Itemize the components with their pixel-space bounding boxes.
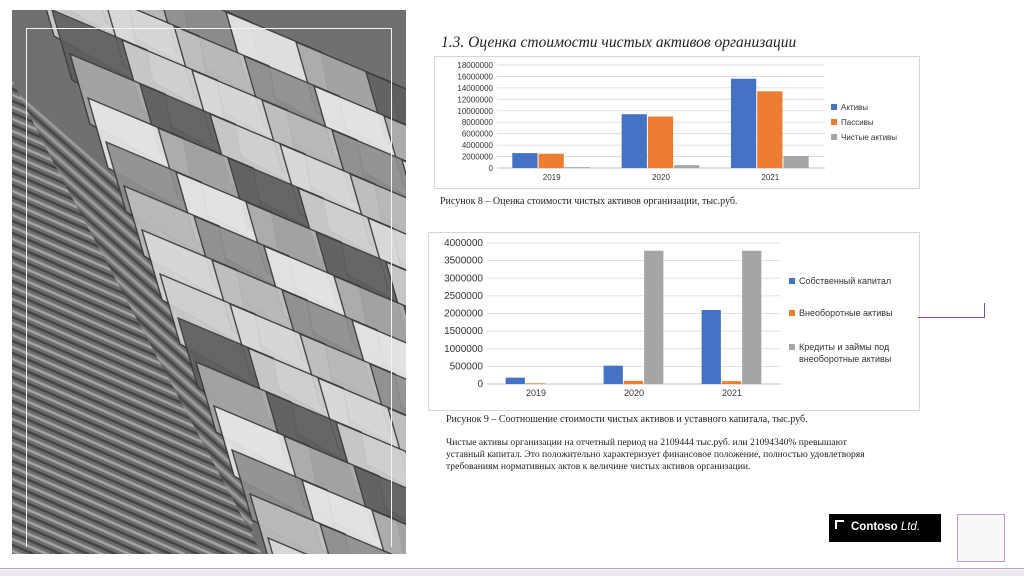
logo-text (851, 521, 920, 533)
x-tick-label: 2020 (623, 388, 645, 398)
y-tick-label: 0 (488, 164, 493, 173)
y-tick-label: 4000000 (444, 238, 483, 249)
bar (702, 310, 721, 384)
bar (512, 153, 537, 168)
legend-label: Собственный капитал (799, 276, 892, 286)
logo-corner-icon (835, 520, 844, 529)
net-assets-chart (434, 56, 920, 189)
decorative-square (957, 514, 1005, 562)
legend-swatch (831, 104, 837, 110)
x-tick-label: 2021 (761, 173, 780, 182)
legend-swatch (789, 344, 795, 350)
bar (604, 366, 623, 384)
legend-swatch (789, 278, 795, 284)
bar (565, 167, 590, 168)
net-assets-chart-svg (435, 57, 919, 188)
bar (648, 117, 673, 169)
architecture-photo (12, 10, 406, 554)
y-tick-label: 8000000 (461, 118, 493, 128)
slide-title: 1.3. Оценка стоимости чистых активов организации (441, 34, 797, 51)
bar (624, 381, 643, 384)
bar (783, 156, 808, 168)
bar (526, 383, 545, 384)
legend-swatch (831, 119, 837, 125)
legend-label: внеоборотные активы (799, 354, 892, 364)
y-tick-label: 12000000 (457, 95, 493, 105)
bar (742, 251, 761, 384)
legend-label: Активы (841, 103, 869, 112)
bar (644, 251, 663, 384)
y-tick-label: 18000000 (457, 61, 493, 70)
capital-ratio-chart-svg (429, 233, 919, 410)
company-logo (829, 514, 941, 542)
bar (722, 381, 741, 384)
bar (506, 378, 525, 384)
y-tick-label: 6000000 (461, 129, 493, 139)
legend-swatch (831, 134, 837, 140)
bottom-bar (0, 570, 1024, 576)
bar (674, 165, 699, 168)
x-tick-label: 2020 (652, 173, 670, 182)
conclusion-text: Чистые активы организации на отчетный период на 2109444 тыс.руб. или 21094340% превышают уставный капитал. Это положительно характеризует финансовое положение, полностью удовлетворяя требованиям нормативных актов к величине чистых активов организации. (446, 437, 865, 473)
legend-label: Чистые активы (841, 133, 898, 142)
logo-name: Contoso (851, 521, 898, 533)
y-tick-label: 16000000 (457, 72, 493, 82)
figure-8-caption: Рисунок 8 – Оценка стоимости чистых активов организации, тыс.руб. (440, 196, 738, 207)
bottom-divider (0, 568, 1024, 569)
y-tick-label: 2500000 (444, 290, 483, 302)
capital-ratio-chart (428, 232, 920, 411)
y-tick-label: 500000 (449, 361, 483, 373)
x-tick-label: 2021 (721, 388, 743, 398)
legend-label: Пассивы (841, 118, 874, 127)
x-tick-label: 2019 (525, 388, 547, 398)
legend-label: Внеоборотные активы (799, 308, 893, 318)
x-tick-label: 2019 (542, 173, 561, 182)
legend-label: Кредиты и займы под (799, 342, 890, 352)
photo-graphic (12, 10, 406, 554)
y-tick-label: 2000000 (444, 308, 483, 320)
y-tick-label: 3000000 (444, 273, 483, 285)
bar (757, 91, 782, 168)
y-tick-label: 14000000 (457, 83, 493, 93)
bar (622, 114, 647, 168)
logo-suffix: Ltd. (900, 521, 921, 533)
y-tick-label: 0 (477, 379, 483, 390)
y-tick-label: 3500000 (444, 255, 483, 267)
y-tick-label: 2000000 (461, 152, 493, 162)
bar (731, 79, 756, 168)
decorative-bracket (918, 303, 985, 318)
figure-9-caption: Рисунок 9 – Соотношение стоимости чистых активов и уставного капитала, тыс.руб. (446, 414, 808, 425)
y-tick-label: 10000000 (457, 106, 493, 116)
y-tick-label: 4000000 (461, 141, 493, 151)
y-tick-label: 1500000 (444, 326, 483, 338)
legend-swatch (789, 310, 795, 316)
bar (539, 154, 564, 168)
y-tick-label: 1000000 (444, 343, 483, 355)
